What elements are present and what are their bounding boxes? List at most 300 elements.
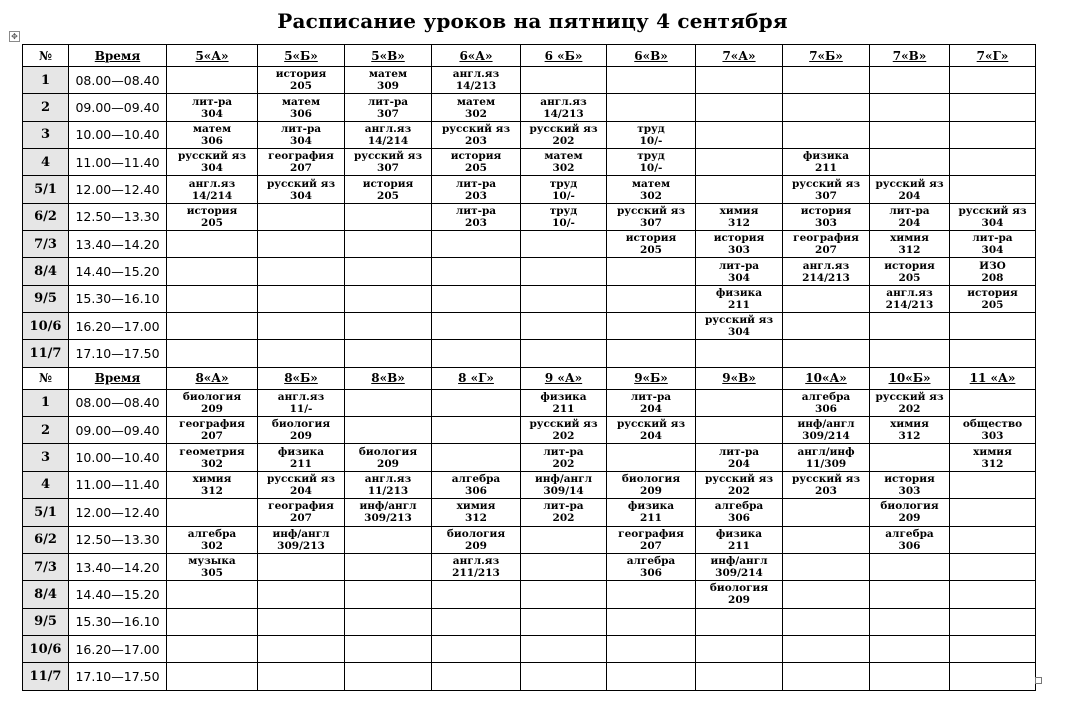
header-class[interactable]: 6 «Б»	[521, 45, 607, 67]
lesson-time[interactable]: 16.20—17.00	[69, 313, 167, 340]
lesson-cell[interactable]	[783, 340, 870, 367]
lesson-cell[interactable]	[432, 149, 521, 176]
header-class[interactable]: 8 «Г»	[432, 367, 521, 389]
lesson-cell[interactable]	[258, 94, 345, 121]
lesson-cell[interactable]	[345, 121, 432, 148]
lesson-cell[interactable]	[258, 635, 345, 662]
lesson-cell[interactable]	[345, 285, 432, 312]
lesson-cell[interactable]	[696, 444, 783, 471]
lesson-number[interactable]: 5/1	[23, 176, 69, 203]
lesson-cell[interactable]	[167, 258, 258, 285]
lesson-entry	[521, 178, 606, 202]
lesson-cell[interactable]	[950, 94, 1036, 121]
lesson-cell[interactable]	[950, 663, 1036, 690]
lesson-cell[interactable]	[783, 417, 870, 444]
lesson-number[interactable]: 4	[23, 149, 69, 176]
lesson-cell[interactable]	[870, 471, 950, 498]
lesson-entry	[870, 205, 949, 229]
header-class[interactable]: 7«Г»	[950, 45, 1036, 67]
lesson-cell[interactable]	[950, 176, 1036, 203]
lesson-cell[interactable]	[783, 203, 870, 230]
lesson-number[interactable]: 1	[23, 67, 69, 94]
lesson-number[interactable]: 7/3	[23, 553, 69, 580]
lesson-cell[interactable]	[432, 444, 521, 471]
lesson-cell[interactable]	[870, 94, 950, 121]
lesson-cell[interactable]	[521, 94, 607, 121]
lesson-cell[interactable]	[167, 663, 258, 690]
lesson-cell[interactable]	[607, 176, 696, 203]
lesson-time[interactable]: 13.40—14.20	[69, 553, 167, 580]
lesson-cell[interactable]	[696, 231, 783, 258]
lesson-cell[interactable]	[521, 176, 607, 203]
lesson-cell[interactable]	[521, 258, 607, 285]
lesson-cell[interactable]	[950, 285, 1036, 312]
lesson-cell[interactable]	[783, 313, 870, 340]
lesson-cell[interactable]	[607, 285, 696, 312]
lesson-cell[interactable]	[607, 663, 696, 690]
lesson-cell[interactable]	[607, 94, 696, 121]
lesson-cell[interactable]	[607, 526, 696, 553]
lesson-cell[interactable]	[167, 581, 258, 608]
lesson-time[interactable]: 15.30—16.10	[69, 285, 167, 312]
lesson-number[interactable]: 2	[23, 94, 69, 121]
lesson-cell[interactable]	[521, 285, 607, 312]
lesson-cell[interactable]	[783, 94, 870, 121]
lesson-cell[interactable]	[607, 149, 696, 176]
lesson-time[interactable]: 15.30—16.10	[69, 608, 167, 635]
lesson-cell[interactable]	[167, 149, 258, 176]
lesson-cell[interactable]	[258, 417, 345, 444]
lesson-cell[interactable]	[258, 149, 345, 176]
lesson-cell[interactable]	[950, 121, 1036, 148]
lesson-time[interactable]: 17.10—17.50	[69, 663, 167, 690]
lesson-time[interactable]: 10.00—10.40	[69, 121, 167, 148]
lesson-cell[interactable]	[521, 231, 607, 258]
lesson-cell[interactable]	[345, 417, 432, 444]
lesson-cell[interactable]	[696, 67, 783, 94]
lesson-cell[interactable]	[258, 553, 345, 580]
lesson-cell[interactable]	[432, 176, 521, 203]
lesson-number[interactable]: 11/7	[23, 340, 69, 367]
lesson-cell[interactable]	[783, 635, 870, 662]
lesson-cell[interactable]	[870, 258, 950, 285]
lesson-number[interactable]: 5/1	[23, 499, 69, 526]
lesson-cell[interactable]	[950, 149, 1036, 176]
lesson-cell[interactable]	[521, 340, 607, 367]
lesson-number[interactable]: 3	[23, 121, 69, 148]
header-num[interactable]: №	[23, 367, 69, 389]
lesson-cell[interactable]	[345, 444, 432, 471]
lesson-time[interactable]: 12.00—12.40	[69, 176, 167, 203]
room-number: 207	[290, 162, 312, 175]
header-class[interactable]: 10«Б»	[870, 367, 950, 389]
lesson-number[interactable]: 9/5	[23, 608, 69, 635]
lesson-cell[interactable]	[258, 67, 345, 94]
lesson-cell[interactable]	[258, 340, 345, 367]
lesson-cell[interactable]	[521, 67, 607, 94]
lesson-cell[interactable]	[870, 581, 950, 608]
lesson-cell[interactable]	[950, 526, 1036, 553]
lesson-cell[interactable]	[521, 608, 607, 635]
lesson-cell[interactable]	[783, 471, 870, 498]
lesson-cell[interactable]	[696, 258, 783, 285]
lesson-cell[interactable]	[950, 499, 1036, 526]
lesson-cell[interactable]	[167, 499, 258, 526]
lesson-cell[interactable]	[432, 203, 521, 230]
lesson-cell[interactable]	[345, 67, 432, 94]
lesson-cell[interactable]	[607, 444, 696, 471]
lesson-cell[interactable]	[950, 581, 1036, 608]
lesson-cell[interactable]	[696, 635, 783, 662]
table-row	[23, 553, 1036, 580]
lesson-cell[interactable]	[783, 499, 870, 526]
lesson-cell[interactable]	[696, 417, 783, 444]
lesson-time[interactable]: 14.40—15.20	[69, 581, 167, 608]
lesson-cell[interactable]	[167, 471, 258, 498]
lesson-cell[interactable]	[783, 176, 870, 203]
lesson-cell[interactable]	[783, 67, 870, 94]
lesson-cell[interactable]	[432, 258, 521, 285]
lesson-cell[interactable]	[607, 417, 696, 444]
lesson-cell[interactable]	[258, 258, 345, 285]
lesson-cell[interactable]	[345, 635, 432, 662]
lesson-cell[interactable]	[167, 313, 258, 340]
lesson-cell[interactable]	[870, 231, 950, 258]
header-time[interactable]: Время	[69, 367, 167, 389]
lesson-cell[interactable]	[432, 67, 521, 94]
header-class[interactable]: 6«А»	[432, 45, 521, 67]
lesson-time[interactable]: 16.20—17.00	[69, 635, 167, 662]
lesson-time[interactable]: 10.00—10.40	[69, 444, 167, 471]
header-class[interactable]: 10«А»	[783, 367, 870, 389]
lesson-cell[interactable]	[696, 313, 783, 340]
lesson-cell[interactable]	[167, 389, 258, 416]
subject-name: история	[967, 286, 1018, 299]
lesson-cell[interactable]	[870, 285, 950, 312]
lesson-cell[interactable]	[521, 313, 607, 340]
lesson-cell[interactable]	[607, 203, 696, 230]
schedule-table	[22, 44, 1036, 691]
lesson-number[interactable]: 8/4	[23, 581, 69, 608]
lesson-number[interactable]: 7/3	[23, 231, 69, 258]
lesson-cell[interactable]	[870, 663, 950, 690]
table-row	[23, 176, 1036, 203]
header-class[interactable]: 7«А»	[696, 45, 783, 67]
lesson-cell[interactable]	[167, 553, 258, 580]
lesson-cell[interactable]	[870, 608, 950, 635]
lesson-cell[interactable]	[258, 176, 345, 203]
lesson-cell[interactable]	[696, 663, 783, 690]
lesson-cell[interactable]	[521, 581, 607, 608]
lesson-cell[interactable]	[783, 663, 870, 690]
lesson-cell[interactable]	[258, 581, 345, 608]
lesson-cell[interactable]	[696, 94, 783, 121]
lesson-cell[interactable]	[607, 553, 696, 580]
lesson-cell[interactable]	[783, 231, 870, 258]
lesson-cell[interactable]	[783, 258, 870, 285]
header-class[interactable]: 8«В»	[345, 367, 432, 389]
lesson-cell[interactable]	[432, 635, 521, 662]
lesson-cell[interactable]	[783, 608, 870, 635]
lesson-cell[interactable]	[696, 149, 783, 176]
lesson-cell[interactable]	[521, 203, 607, 230]
lesson-entry	[432, 68, 520, 92]
lesson-cell[interactable]	[950, 313, 1036, 340]
header-class[interactable]: 9«В»	[696, 367, 783, 389]
lesson-cell[interactable]	[345, 663, 432, 690]
lesson-cell[interactable]	[950, 471, 1036, 498]
header-time[interactable]: Время	[69, 45, 167, 67]
lesson-cell[interactable]	[345, 389, 432, 416]
lesson-cell[interactable]	[521, 444, 607, 471]
lesson-cell[interactable]	[167, 340, 258, 367]
lesson-cell[interactable]	[432, 340, 521, 367]
lesson-cell[interactable]	[521, 553, 607, 580]
header-class[interactable]: 7«Б»	[783, 45, 870, 67]
lesson-cell[interactable]	[167, 526, 258, 553]
lesson-cell[interactable]	[607, 499, 696, 526]
lesson-cell[interactable]	[696, 285, 783, 312]
lesson-time[interactable]: 09.00—09.40	[69, 417, 167, 444]
lesson-cell[interactable]	[783, 285, 870, 312]
lesson-cell[interactable]	[258, 526, 345, 553]
lesson-cell[interactable]	[167, 94, 258, 121]
lesson-cell[interactable]	[258, 285, 345, 312]
lesson-cell[interactable]	[950, 231, 1036, 258]
lesson-cell[interactable]	[950, 553, 1036, 580]
lesson-cell[interactable]	[696, 581, 783, 608]
move-anchor-icon[interactable]: ✥	[9, 31, 20, 42]
lesson-time[interactable]: 08.00—08.40	[69, 389, 167, 416]
lesson-cell[interactable]	[345, 149, 432, 176]
header-class[interactable]: 9«Б»	[607, 367, 696, 389]
lesson-cell[interactable]	[607, 231, 696, 258]
lesson-cell[interactable]	[696, 471, 783, 498]
header-class[interactable]: 5«В»	[345, 45, 432, 67]
lesson-cell[interactable]	[167, 444, 258, 471]
lesson-cell[interactable]	[521, 389, 607, 416]
lesson-cell[interactable]	[870, 526, 950, 553]
header-class[interactable]: 7«В»	[870, 45, 950, 67]
lesson-cell[interactable]	[696, 389, 783, 416]
lesson-cell[interactable]	[432, 499, 521, 526]
lesson-cell[interactable]	[432, 581, 521, 608]
subject-name: химия	[192, 472, 232, 485]
lesson-cell[interactable]	[870, 203, 950, 230]
lesson-number[interactable]: 8/4	[23, 258, 69, 285]
lesson-cell[interactable]	[950, 389, 1036, 416]
lesson-cell[interactable]	[345, 258, 432, 285]
lesson-cell[interactable]	[607, 581, 696, 608]
lesson-cell[interactable]	[258, 444, 345, 471]
lesson-time[interactable]: 08.00—08.40	[69, 67, 167, 94]
header-class[interactable]: 6«В»	[607, 45, 696, 67]
lesson-cell[interactable]	[432, 553, 521, 580]
lesson-cell[interactable]	[521, 526, 607, 553]
lesson-cell[interactable]	[783, 389, 870, 416]
lesson-cell[interactable]	[167, 176, 258, 203]
lesson-cell[interactable]	[258, 121, 345, 148]
lesson-cell[interactable]	[950, 417, 1036, 444]
lesson-cell[interactable]	[521, 121, 607, 148]
header-class[interactable]: 11 «А»	[950, 367, 1036, 389]
lesson-cell[interactable]	[870, 417, 950, 444]
lesson-cell[interactable]	[783, 553, 870, 580]
lesson-cell[interactable]	[783, 526, 870, 553]
lesson-cell[interactable]	[607, 635, 696, 662]
lesson-time[interactable]: 12.00—12.40	[69, 499, 167, 526]
lesson-cell[interactable]	[696, 176, 783, 203]
lesson-cell[interactable]	[258, 313, 345, 340]
lesson-cell[interactable]	[167, 231, 258, 258]
lesson-number[interactable]: 10/6	[23, 635, 69, 662]
lesson-cell[interactable]	[167, 285, 258, 312]
header-class[interactable]: 5«Б»	[258, 45, 345, 67]
lesson-cell[interactable]	[783, 121, 870, 148]
lesson-cell[interactable]	[432, 526, 521, 553]
lesson-cell[interactable]	[258, 389, 345, 416]
lesson-cell[interactable]	[870, 499, 950, 526]
lesson-time[interactable]: 12.50—13.30	[69, 526, 167, 553]
lesson-cell[interactable]	[870, 340, 950, 367]
lesson-cell[interactable]	[950, 340, 1036, 367]
lesson-cell[interactable]	[258, 203, 345, 230]
lesson-cell[interactable]	[870, 121, 950, 148]
lesson-number[interactable]: 9/5	[23, 285, 69, 312]
header-class[interactable]: 5«А»	[167, 45, 258, 67]
lesson-cell[interactable]	[432, 231, 521, 258]
lesson-cell[interactable]	[696, 340, 783, 367]
lesson-cell[interactable]	[432, 285, 521, 312]
lesson-number[interactable]: 10/6	[23, 313, 69, 340]
lesson-cell[interactable]	[521, 149, 607, 176]
lesson-cell[interactable]	[258, 608, 345, 635]
lesson-cell[interactable]	[432, 471, 521, 498]
lesson-cell[interactable]	[345, 94, 432, 121]
lesson-time[interactable]: 17.10—17.50	[69, 340, 167, 367]
lesson-cell[interactable]	[870, 635, 950, 662]
lesson-cell[interactable]	[607, 67, 696, 94]
lesson-cell[interactable]	[258, 231, 345, 258]
lesson-cell[interactable]	[950, 608, 1036, 635]
lesson-cell[interactable]	[783, 581, 870, 608]
lesson-number[interactable]: 2	[23, 417, 69, 444]
lesson-number[interactable]: 6/2	[23, 526, 69, 553]
lesson-cell[interactable]	[607, 313, 696, 340]
lesson-cell[interactable]	[345, 608, 432, 635]
lesson-cell[interactable]	[521, 471, 607, 498]
lesson-cell[interactable]	[607, 471, 696, 498]
header-class[interactable]: 8«А»	[167, 367, 258, 389]
header-class[interactable]: 8«Б»	[258, 367, 345, 389]
lesson-cell[interactable]	[345, 340, 432, 367]
lesson-cell[interactable]	[432, 663, 521, 690]
lesson-cell[interactable]	[870, 444, 950, 471]
lesson-cell[interactable]	[696, 553, 783, 580]
lesson-cell[interactable]	[870, 313, 950, 340]
lesson-number[interactable]: 3	[23, 444, 69, 471]
lesson-cell[interactable]	[345, 581, 432, 608]
lesson-cell[interactable]	[167, 121, 258, 148]
lesson-cell[interactable]	[167, 635, 258, 662]
lesson-cell[interactable]	[432, 608, 521, 635]
lesson-number[interactable]: 6/2	[23, 203, 69, 230]
lesson-time[interactable]: 12.50—13.30	[69, 203, 167, 230]
lesson-cell[interactable]	[432, 121, 521, 148]
lesson-cell[interactable]	[950, 635, 1036, 662]
lesson-cell[interactable]	[345, 176, 432, 203]
lesson-time[interactable]: 11.00—11.40	[69, 149, 167, 176]
lesson-cell[interactable]	[870, 176, 950, 203]
lesson-cell[interactable]	[696, 526, 783, 553]
lesson-cell[interactable]	[607, 121, 696, 148]
lesson-cell[interactable]	[870, 149, 950, 176]
lesson-cell[interactable]	[345, 499, 432, 526]
lesson-time[interactable]: 09.00—09.40	[69, 94, 167, 121]
lesson-time[interactable]: 11.00—11.40	[69, 471, 167, 498]
lesson-cell[interactable]	[521, 663, 607, 690]
lesson-cell[interactable]	[607, 608, 696, 635]
lesson-cell[interactable]	[696, 121, 783, 148]
lesson-cell[interactable]	[521, 417, 607, 444]
lesson-cell[interactable]	[696, 608, 783, 635]
lesson-cell[interactable]	[345, 203, 432, 230]
lesson-time[interactable]: 14.40—15.20	[69, 258, 167, 285]
lesson-time[interactable]: 13.40—14.20	[69, 231, 167, 258]
lesson-cell[interactable]	[432, 94, 521, 121]
lesson-cell[interactable]	[870, 67, 950, 94]
lesson-cell[interactable]	[432, 313, 521, 340]
lesson-cell[interactable]	[521, 499, 607, 526]
lesson-cell[interactable]	[167, 608, 258, 635]
lesson-cell[interactable]	[258, 663, 345, 690]
lesson-cell[interactable]	[345, 553, 432, 580]
room-number: 312	[465, 512, 487, 525]
lesson-cell[interactable]	[950, 444, 1036, 471]
table-resize-handle[interactable]	[1035, 677, 1042, 684]
lesson-cell[interactable]	[783, 149, 870, 176]
lesson-cell[interactable]	[432, 389, 521, 416]
lesson-cell[interactable]	[432, 417, 521, 444]
lesson-cell[interactable]	[167, 417, 258, 444]
lesson-cell[interactable]	[258, 499, 345, 526]
lesson-cell[interactable]	[345, 526, 432, 553]
lesson-cell[interactable]	[950, 203, 1036, 230]
lesson-number[interactable]: 1	[23, 389, 69, 416]
lesson-cell[interactable]	[345, 313, 432, 340]
lesson-cell[interactable]	[696, 203, 783, 230]
header-class[interactable]: 9 «А»	[521, 367, 607, 389]
lesson-cell[interactable]	[870, 389, 950, 416]
lesson-cell[interactable]	[607, 340, 696, 367]
lesson-cell[interactable]	[521, 635, 607, 662]
lesson-cell[interactable]	[607, 258, 696, 285]
lesson-cell[interactable]	[783, 444, 870, 471]
header-num[interactable]: №	[23, 45, 69, 67]
lesson-number[interactable]: 11/7	[23, 663, 69, 690]
lesson-cell[interactable]	[345, 471, 432, 498]
lesson-cell[interactable]	[167, 67, 258, 94]
lesson-cell[interactable]	[870, 553, 950, 580]
lesson-cell[interactable]	[950, 258, 1036, 285]
lesson-cell[interactable]	[345, 231, 432, 258]
lesson-number[interactable]: 4	[23, 471, 69, 498]
lesson-cell[interactable]	[258, 471, 345, 498]
lesson-cell[interactable]	[167, 203, 258, 230]
lesson-cell[interactable]	[696, 499, 783, 526]
lesson-cell[interactable]	[607, 389, 696, 416]
lesson-cell[interactable]	[950, 67, 1036, 94]
